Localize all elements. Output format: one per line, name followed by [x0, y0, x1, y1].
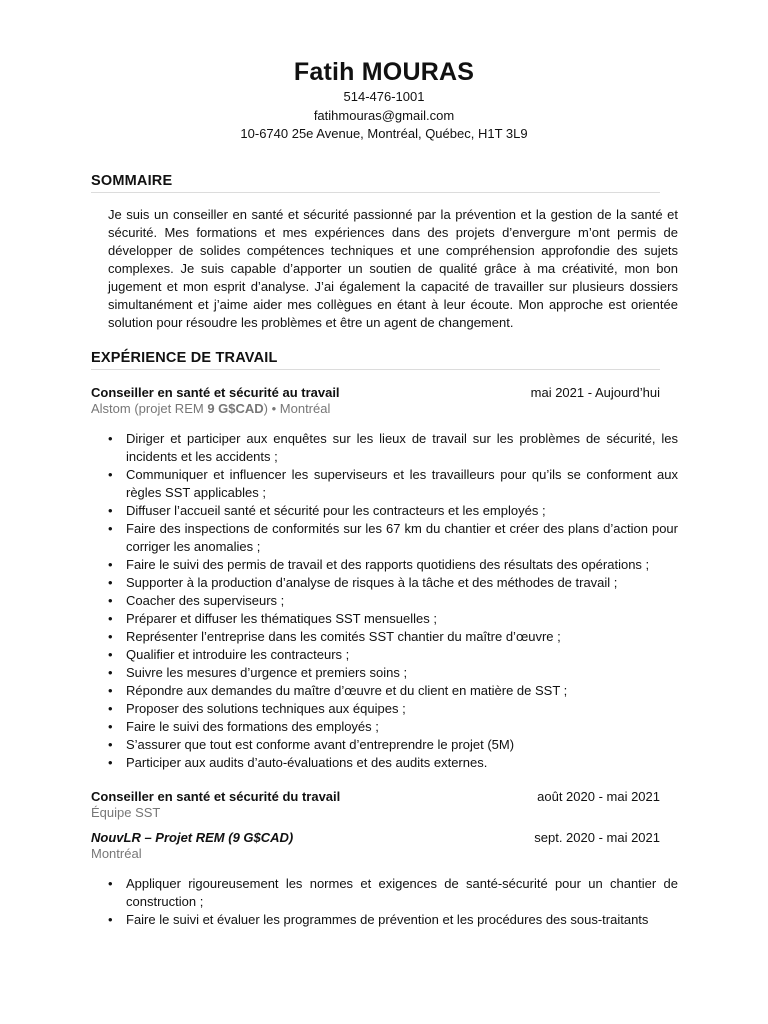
job-location: Montréal	[91, 846, 142, 861]
list-item	[108, 556, 678, 574]
bullet-icon: •	[108, 503, 113, 518]
bullet-icon: •	[108, 467, 113, 482]
job-company: Alstom (projet REM 9 G$CAD) • Montréal	[91, 401, 331, 416]
bullet-icon: •	[108, 912, 113, 927]
bullet-icon: •	[108, 557, 113, 572]
job-nouvlr	[91, 829, 660, 862]
list-item	[108, 682, 678, 700]
list-item-text: Diriger et participer aux enquêtes sur les lieux de travail sur les problèmes de sécurité, les incidents et les accidents ;	[126, 431, 678, 464]
job-equipe-sst	[91, 788, 660, 821]
job-alstom-duties	[108, 430, 678, 772]
list-item-text: Participer aux audits d’auto-évaluations et des audits externes.	[126, 755, 488, 770]
list-item	[108, 430, 678, 466]
bullet-icon: •	[108, 647, 113, 662]
phone-number: 514-476-1001	[343, 89, 425, 104]
experience-heading: EXPÉRIENCE DE TRAVAIL	[91, 350, 660, 370]
job-title: NouvLR – Projet REM (9 G$CAD)	[91, 830, 294, 845]
email-address: fatihmouras@gmail.com	[313, 107, 455, 123]
bullet-icon: •	[108, 665, 113, 680]
list-item	[108, 466, 678, 502]
list-item-text: S’assurer que tout est conforme avant d’entreprendre le projet (5M)	[126, 737, 515, 752]
bullet-icon: •	[108, 719, 113, 734]
bullet-icon: •	[108, 521, 113, 536]
bullet-icon: •	[108, 611, 113, 626]
bullet-icon: •	[108, 593, 113, 608]
job-company: Équipe SST	[91, 805, 161, 820]
list-item	[108, 502, 678, 520]
list-item	[108, 646, 678, 664]
list-item-text: Faire des inspections de conformités sur les 67 km du chantier et créer des plans d’action pour corriger les anomalies ;	[126, 521, 678, 554]
job-dates: sept. 2020 - mai 2021	[534, 830, 660, 845]
job-dates: août 2020 - mai 2021	[537, 789, 660, 804]
bullet-icon: •	[108, 575, 113, 590]
job-alstom	[91, 384, 660, 417]
bullet-icon: •	[108, 755, 113, 770]
list-item-text: Supporter à la production d’analyse de risques à la tâche et des méthodes de travail ;	[126, 575, 618, 590]
list-item-text: Répondre aux demandes du maître d’œuvre et du client en matière de SST ;	[126, 683, 568, 698]
list-item-text: Préparer et diffuser les thématiques SST mensuelles ;	[126, 611, 437, 626]
job-title: Conseiller en santé et sécurité au travail	[91, 385, 340, 400]
list-item	[108, 610, 678, 628]
list-item-text: Représenter l’entreprise dans les comités SST chantier du maître d’œuvre ;	[126, 629, 561, 644]
list-item-text: Faire le suivi des permis de travail et des rapports quotidiens des résultats des opérations ;	[126, 557, 650, 572]
list-item-text: Suivre les mesures d’urgence et premiers soins ;	[126, 665, 408, 680]
bullet-icon: •	[108, 737, 113, 752]
bullet-icon: •	[108, 876, 113, 891]
list-item	[108, 664, 678, 682]
job-dates: mai 2021 - Aujourd’hui	[530, 385, 660, 400]
list-item	[108, 875, 678, 911]
postal-address: 10-6740 25e Avenue, Montréal, Québec, H1T 3L9	[240, 126, 528, 141]
list-item	[108, 574, 678, 592]
list-item	[108, 592, 678, 610]
list-item	[108, 718, 678, 736]
list-item	[108, 628, 678, 646]
list-item	[108, 520, 678, 556]
bullet-icon: •	[108, 683, 113, 698]
list-item-text: Communiquer et influencer les superviseurs et les travailleurs pour qu’ils se conforment aux règles SST applicables ;	[126, 467, 678, 500]
list-item-text: Faire le suivi des formations des employés ;	[126, 719, 379, 734]
list-item-text: Faire le suivi et évaluer les programmes de prévention et les procédures des sous-traitants	[126, 912, 649, 927]
list-item	[108, 754, 678, 772]
list-item-text: Qualifier et introduire les contracteurs ;	[126, 647, 350, 662]
list-item-text: Diffuser l’accueil santé et sécurité pour les contracteurs et les employés ;	[126, 503, 546, 518]
resume-header	[0, 56, 768, 144]
bullet-icon: •	[108, 701, 113, 716]
summary-heading: SOMMAIRE	[91, 173, 660, 193]
list-item-text: Proposer des solutions techniques aux équipes ;	[126, 701, 406, 716]
candidate-name: Fatih MOURAS	[293, 58, 475, 86]
list-item-text: Appliquer rigoureusement les normes et exigences de santé-sécurité pour un chantier de construction ;	[126, 876, 678, 909]
list-item-text: Coacher des superviseurs ;	[126, 593, 285, 608]
summary-text: Je suis un conseiller en santé et sécurité passionné par la prévention et la gestion de la santé et sécurité. Mes formations et mes expériences dans des projets d’envergure m’ont permis de développer de solides compétences techniques et une compréhension approfondie des sujets complexes. Je suis capable d’apporter un soutien de qualité grâce à ma créativité, mon bon jugement et mon esprit d’analyse. J’ai également la capacité de travailler sur plusieurs dossiers simultanément et j’aime aider mes collègues en étant à leur écoute. Mon approche est orientée solution pour résoudre les problèmes et être un agent de changement.	[108, 207, 678, 330]
job-title: Conseiller en santé et sécurité du travail	[91, 789, 341, 804]
job-nouvlr-duties	[108, 875, 678, 929]
list-item	[108, 700, 678, 718]
bullet-icon: •	[108, 431, 113, 446]
list-item	[108, 736, 678, 754]
list-item	[108, 911, 678, 929]
bullet-icon: •	[108, 629, 113, 644]
